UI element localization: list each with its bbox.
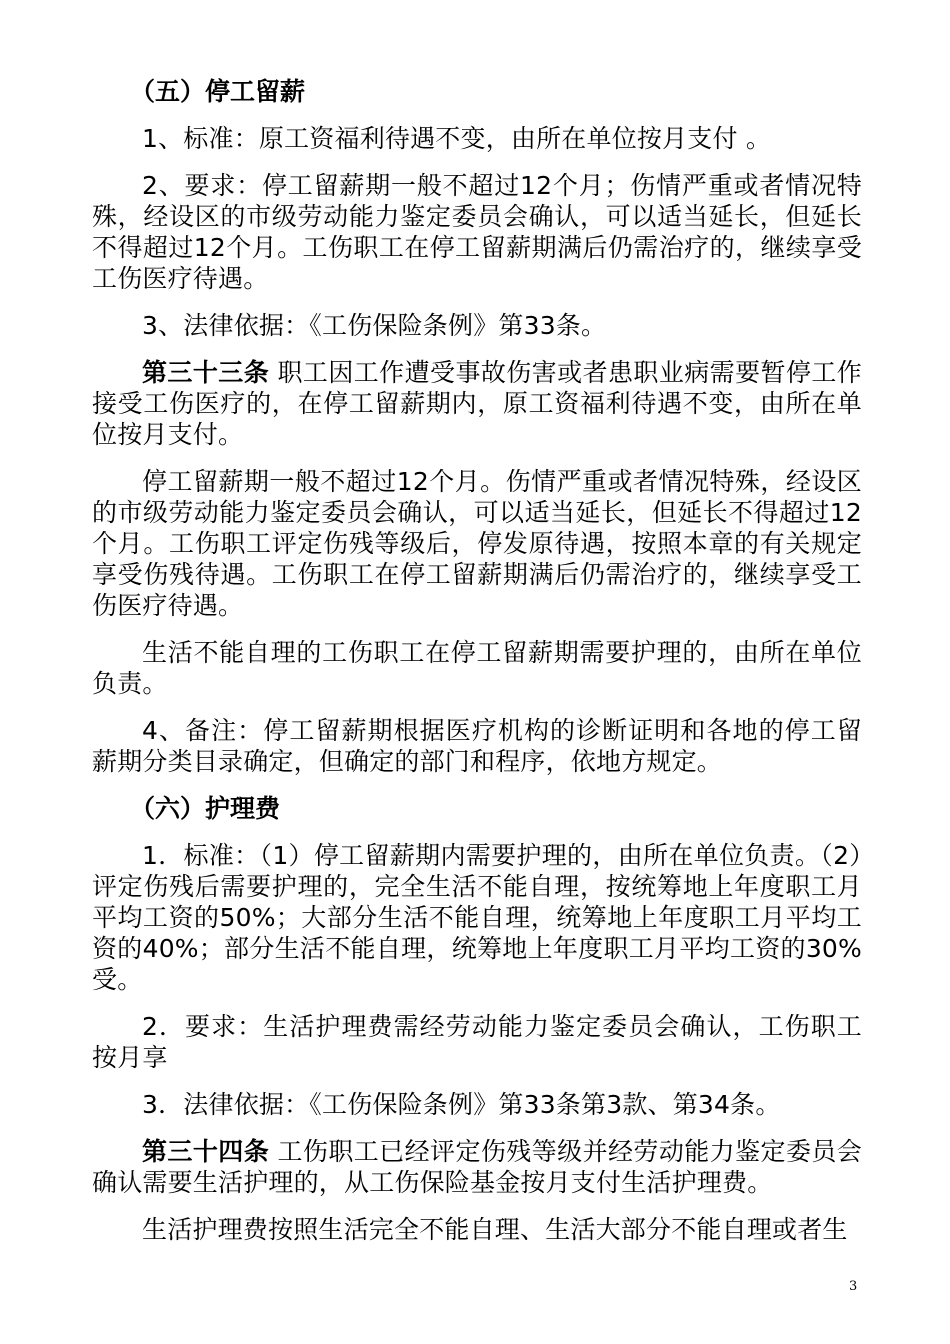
article-thirty-three-text: 职工因工作遭受事故伤害或者患职业病需要暂停工作接受工伤医疗的，在停工留薪期内，原工资福利待遇不变，由所在单位按月支付。 [92, 358, 862, 449]
section-five-note: 4、备注：停工留薪期根据医疗机构的诊断证明和各地的停工留薪期分类目录确定，但确定的部门和程序，依地方规定。 [92, 716, 862, 776]
article-thirty-four-title: 第三十四条 [142, 1137, 270, 1166]
article-thirty-four-second-paragraph: 生活护理费按照生活完全不能自理、生活大部分不能自理或者生 [142, 1215, 848, 1244]
article-thirty-three-paragraph [92, 357, 862, 450]
section-five-legal-basis: 3、法律依据：《工伤保险条例》第33条。 [142, 311, 607, 340]
section-five-heading: （五）停工留薪 [130, 77, 306, 106]
article-thirty-four-text: 工伤职工已经评定伤残等级并经劳动能力鉴定委员会确认需要生活护理的，从工伤保险基金按月支付生活护理费。 [92, 1137, 862, 1197]
document-body [92, 76, 862, 1261]
section-six-standard: 1．标准：（1）停工留薪期内需要护理的，由所在单位负责。（2）评定伤残后需要护理的，完全生活不能自理，按统筹地上年度职工月平均工资的50%；大部分生活不能自理，统筹地上年度职工月平均工资的40%；部分生活不能自理，统筹地上年度职工月平均工资的30%受。 [92, 841, 862, 994]
section-six-legal-basis: 3．法律依据：《工伤保险条例》第33条第3款、第34条。 [142, 1090, 781, 1119]
section-six-heading: （六）护理费 [130, 794, 281, 823]
section-five-requirement: 2、要求：停工留薪期一般不超过12个月；伤情严重或者情况特殊，经设区的市级劳动能力鉴定委员会确认，可以适当延长，但延长不得超过12个月。工伤职工在停工留薪期满后仍需治疗的，继续享受工伤医疗待遇。 [92, 171, 862, 293]
article-thirty-three-title: 第三十三条 [142, 358, 270, 387]
article-thirty-three-second-paragraph: 停工留薪期一般不超过12个月。伤情严重或者情况特殊，经设区的市级劳动能力鉴定委员会确认，可以适当延长，但延长不得超过12个月。工伤职工评定伤残等级后，停发原待遇，按照本章的有关规定享受伤残待遇。工伤职工在停工留薪期满后仍需治疗的，继续享受工伤医疗待遇。 [92, 467, 862, 620]
article-thirty-three-third-paragraph: 生活不能自理的工伤职工在停工留薪期需要护理的，由所在单位负责。 [92, 638, 862, 698]
section-six-requirement: 2．要求：生活护理费需经劳动能力鉴定委员会确认，工伤职工按月享 [92, 1012, 862, 1072]
section-five-standard: 1、标准：原工资福利待遇不变，由所在单位按月支付 。 [142, 124, 772, 153]
article-thirty-four-paragraph [92, 1136, 862, 1198]
page-number: 3 [849, 1279, 858, 1294]
